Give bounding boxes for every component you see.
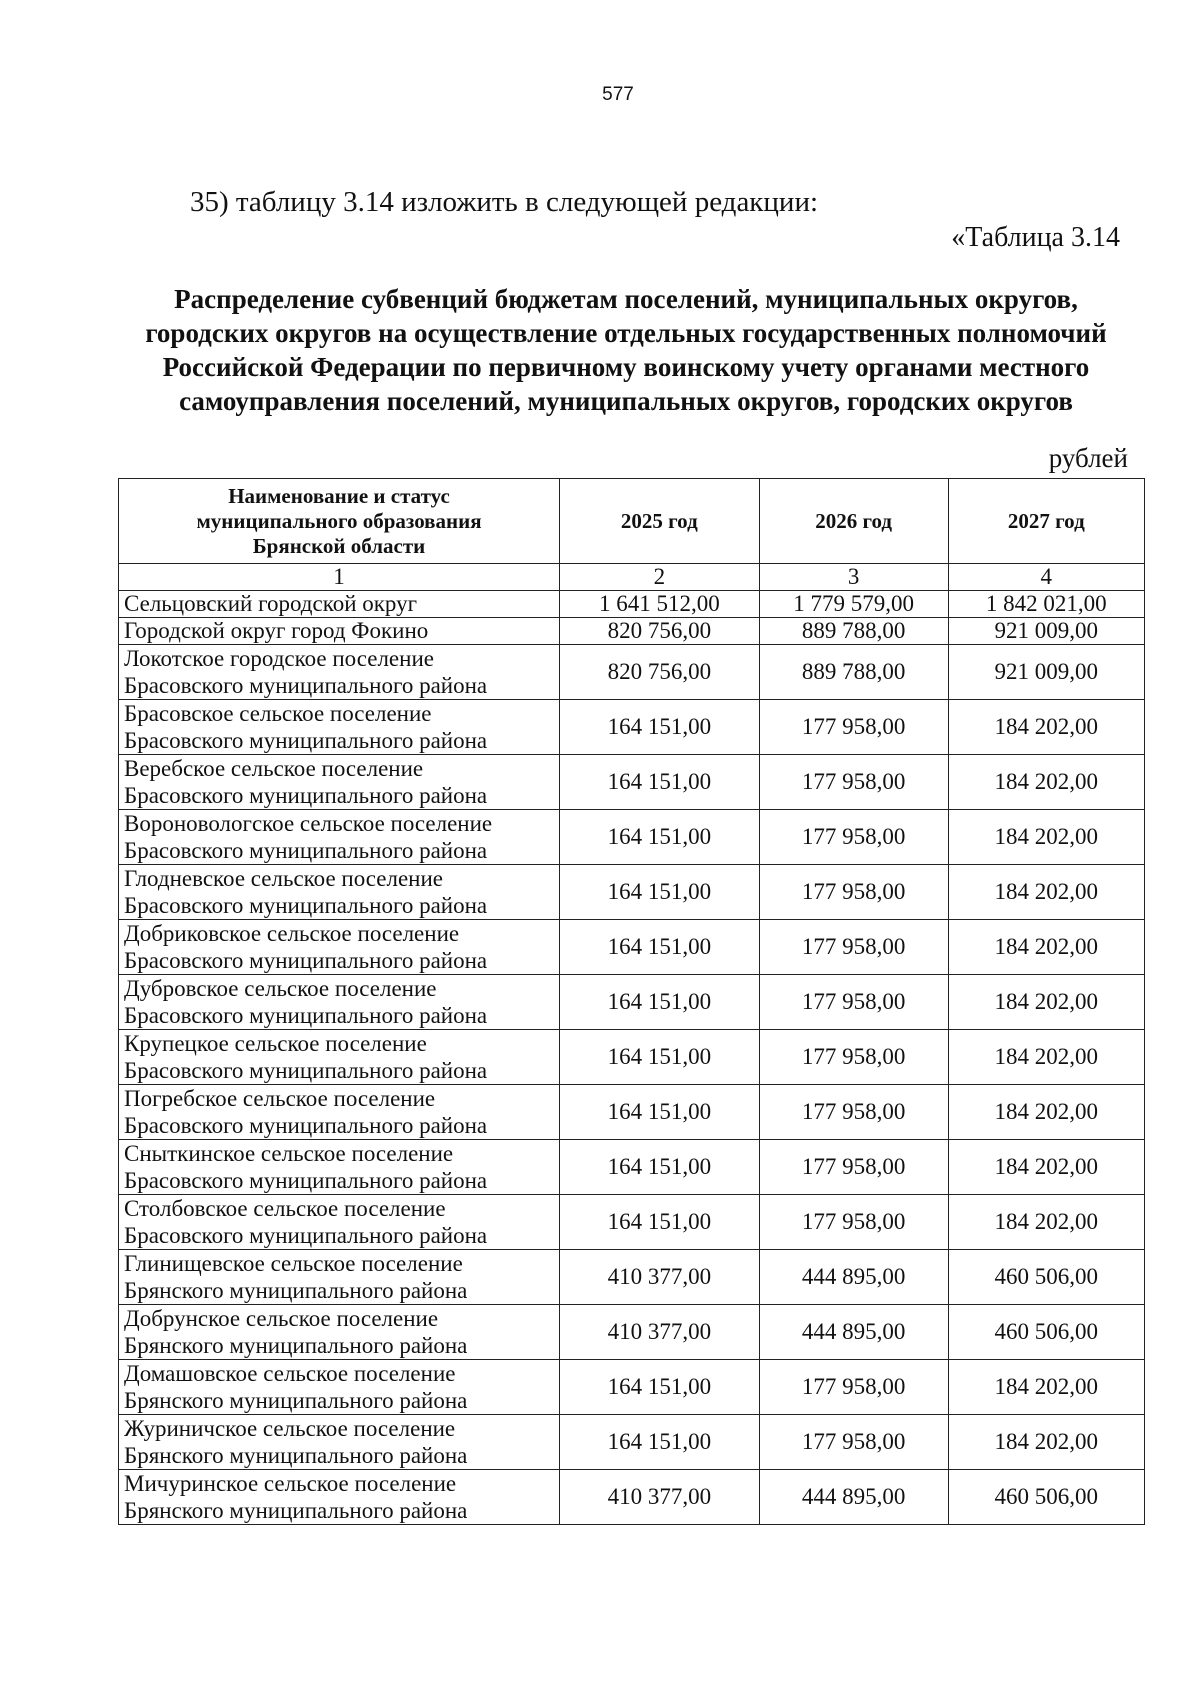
amount-2027: 184 202,00 <box>948 975 1144 1030</box>
municipality-name <box>119 1470 560 1525</box>
column-number: 1 <box>119 564 560 591</box>
municipality-name <box>119 810 560 865</box>
municipality-name-line: Столбовское сельское поселение <box>124 1196 446 1221</box>
municipality-name <box>119 645 560 700</box>
amount-2027: 184 202,00 <box>948 1415 1144 1470</box>
municipality-name-line: Сныткинское сельское поселение <box>124 1141 454 1166</box>
table-row <box>119 1140 1145 1195</box>
table-row <box>119 1195 1145 1250</box>
municipality-name-line: Веребское сельское поселение <box>124 756 424 781</box>
column-number-row <box>119 564 1145 591</box>
municipality-district-line: Брянского муниципального района <box>124 1388 468 1413</box>
municipality-name-line: Вороновологское сельское поселение <box>124 811 493 836</box>
municipality-name-line: Крупецкое сельское поселение <box>124 1031 427 1056</box>
amount-2027: 921 009,00 <box>948 618 1144 645</box>
amount-2025: 820 756,00 <box>560 645 760 700</box>
table-row <box>119 591 1145 618</box>
amount-2025: 410 377,00 <box>560 1470 760 1525</box>
title-line: Российской Федерации по первичному воинскому учету органами местного <box>162 352 1090 382</box>
municipality-district-line: Брянского муниципального района <box>124 1498 468 1523</box>
municipality-name-line: Городской округ город Фокино <box>124 618 429 643</box>
amount-2026: 444 895,00 <box>759 1470 948 1525</box>
table-row <box>119 1085 1145 1140</box>
header-row <box>119 479 1145 564</box>
amount-2026: 177 958,00 <box>759 1140 948 1195</box>
table-row <box>119 645 1145 700</box>
amount-2025: 1 641 512,00 <box>560 591 760 618</box>
municipality-district-line: Брасовского муниципального района <box>124 1058 488 1083</box>
amount-2027: 184 202,00 <box>948 1360 1144 1415</box>
header-name <box>119 479 560 564</box>
column-number: 3 <box>759 564 948 591</box>
municipality-district-line: Брасовского муниципального района <box>124 893 488 918</box>
municipality-name-line: Погребское сельское поселение <box>124 1086 436 1111</box>
amount-2026: 177 958,00 <box>759 1085 948 1140</box>
municipality-district-line: Брянского муниципального района <box>124 1333 468 1358</box>
municipality-name <box>119 1195 560 1250</box>
amount-2025: 164 151,00 <box>560 755 760 810</box>
municipality-name <box>119 1250 560 1305</box>
table-row <box>119 1250 1145 1305</box>
table-row <box>119 1360 1145 1415</box>
amount-2025: 410 377,00 <box>560 1250 760 1305</box>
municipality-district-line: Брасовского муниципального района <box>124 783 488 808</box>
amount-2027: 184 202,00 <box>948 700 1144 755</box>
municipality-name-line: Локотское городское поселение <box>124 646 434 671</box>
table-row <box>119 1305 1145 1360</box>
municipality-district-line: Брянского муниципального района <box>124 1443 468 1468</box>
municipality-name <box>119 1415 560 1470</box>
amount-2025: 820 756,00 <box>560 618 760 645</box>
municipality-name <box>119 1085 560 1140</box>
amount-2026: 889 788,00 <box>759 645 948 700</box>
municipality-district-line: Брасовского муниципального района <box>124 1168 488 1193</box>
amount-2026: 177 958,00 <box>759 975 948 1030</box>
amount-2025: 164 151,00 <box>560 1030 760 1085</box>
amount-2025: 410 377,00 <box>560 1305 760 1360</box>
municipality-name <box>119 920 560 975</box>
amount-2027: 460 506,00 <box>948 1250 1144 1305</box>
municipality-name-line: Мичуринское сельское поселение <box>124 1471 457 1496</box>
amount-2027: 921 009,00 <box>948 645 1144 700</box>
municipality-district-line: Брасовского муниципального района <box>124 673 488 698</box>
amount-2027: 460 506,00 <box>948 1470 1144 1525</box>
amount-2025: 164 151,00 <box>560 920 760 975</box>
amount-2026: 444 895,00 <box>759 1305 948 1360</box>
amount-2027: 460 506,00 <box>948 1305 1144 1360</box>
table-row <box>119 1470 1145 1525</box>
amount-2027: 184 202,00 <box>948 920 1144 975</box>
municipality-name-line: Добриковское сельское поселение <box>124 921 460 946</box>
municipality-name-line: Журиничское сельское поселение <box>124 1416 456 1441</box>
table-reference: «Таблица 3.14 <box>951 222 1120 253</box>
municipality-name <box>119 1030 560 1085</box>
header-2025: 2025 год <box>560 479 760 564</box>
amount-2026: 177 958,00 <box>759 1360 948 1415</box>
municipality-district-line: Брасовского муниципального района <box>124 948 488 973</box>
amount-2026: 177 958,00 <box>759 700 948 755</box>
municipality-name <box>119 700 560 755</box>
amount-2025: 164 151,00 <box>560 1415 760 1470</box>
table-row <box>119 865 1145 920</box>
title-line: городских округов на осуществление отдельных государственных полномочий <box>145 318 1107 348</box>
title-line: Распределение субвенций бюджетам поселений, муниципальных округов, <box>174 284 1078 314</box>
amount-2027: 184 202,00 <box>948 865 1144 920</box>
amount-2026: 177 958,00 <box>759 810 948 865</box>
amount-2026: 177 958,00 <box>759 865 948 920</box>
amount-2025: 164 151,00 <box>560 1195 760 1250</box>
amount-2027: 184 202,00 <box>948 810 1144 865</box>
table-row <box>119 975 1145 1030</box>
header-2026: 2026 год <box>759 479 948 564</box>
amount-2026: 177 958,00 <box>759 920 948 975</box>
amount-2027: 184 202,00 <box>948 1195 1144 1250</box>
amount-2027: 184 202,00 <box>948 1085 1144 1140</box>
table-row <box>119 810 1145 865</box>
municipality-name-line: Брасовское сельское поселение <box>124 701 432 726</box>
header-name-line: Наименование и статус <box>228 483 450 508</box>
amount-2025: 164 151,00 <box>560 1140 760 1195</box>
column-number: 4 <box>948 564 1144 591</box>
intro-text: 35) таблицу 3.14 изложить в следующей редакции: <box>190 186 819 218</box>
municipality-name <box>119 865 560 920</box>
table-row <box>119 618 1145 645</box>
municipality-name <box>119 1360 560 1415</box>
municipality-district-line: Брянского муниципального района <box>124 1278 468 1303</box>
amount-2025: 164 151,00 <box>560 810 760 865</box>
municipality-name-line: Глинищевское сельское поселение <box>124 1251 463 1276</box>
header-name-line: Брянской области <box>252 533 426 558</box>
amount-2027: 184 202,00 <box>948 1030 1144 1085</box>
document-title <box>100 282 1152 418</box>
municipality-name-line: Сельцовский городской округ <box>124 591 418 616</box>
municipality-name <box>119 1140 560 1195</box>
municipality-name <box>119 755 560 810</box>
municipality-name-line: Домашовское сельское поселение <box>124 1361 456 1386</box>
amount-2026: 444 895,00 <box>759 1250 948 1305</box>
column-number: 2 <box>560 564 760 591</box>
municipality-district-line: Брасовского муниципального района <box>124 1113 488 1138</box>
amount-2026: 1 779 579,00 <box>759 591 948 618</box>
amount-2026: 889 788,00 <box>759 618 948 645</box>
header-2027: 2027 год <box>948 479 1144 564</box>
table-row <box>119 1030 1145 1085</box>
page-number: 577 <box>602 84 634 105</box>
municipality-name <box>119 975 560 1030</box>
table-row <box>119 1415 1145 1470</box>
amount-2026: 177 958,00 <box>759 1415 948 1470</box>
amount-2025: 164 151,00 <box>560 700 760 755</box>
amount-2025: 164 151,00 <box>560 1360 760 1415</box>
municipality-name <box>119 1305 560 1360</box>
amount-2027: 184 202,00 <box>948 755 1144 810</box>
amount-2025: 164 151,00 <box>560 975 760 1030</box>
table-row <box>119 920 1145 975</box>
amount-2027: 184 202,00 <box>948 1140 1144 1195</box>
amount-2027: 1 842 021,00 <box>948 591 1144 618</box>
municipality-name-line: Глодневское сельское поселение <box>124 866 443 891</box>
municipality-district-line: Брасовского муниципального района <box>124 838 488 863</box>
header-name-line: муниципального образования <box>196 508 482 533</box>
table-row <box>119 700 1145 755</box>
units-label: рублей <box>1048 443 1128 473</box>
municipality-district-line: Брасовского муниципального района <box>124 728 488 753</box>
municipality-name <box>119 591 560 618</box>
table-row <box>119 755 1145 810</box>
municipality-name-line: Добрунское сельское поселение <box>124 1306 439 1331</box>
amount-2025: 164 151,00 <box>560 865 760 920</box>
title-line: самоуправления поселений, муниципальных округов, городских округов <box>179 386 1073 416</box>
municipality-name <box>119 618 560 645</box>
subvention-table <box>118 478 1145 1525</box>
municipality-name-line: Дубровское сельское поселение <box>124 976 437 1001</box>
amount-2026: 177 958,00 <box>759 755 948 810</box>
municipality-district-line: Брасовского муниципального района <box>124 1223 488 1248</box>
amount-2025: 164 151,00 <box>560 1085 760 1140</box>
amount-2026: 177 958,00 <box>759 1030 948 1085</box>
municipality-district-line: Брасовского муниципального района <box>124 1003 488 1028</box>
amount-2026: 177 958,00 <box>759 1195 948 1250</box>
